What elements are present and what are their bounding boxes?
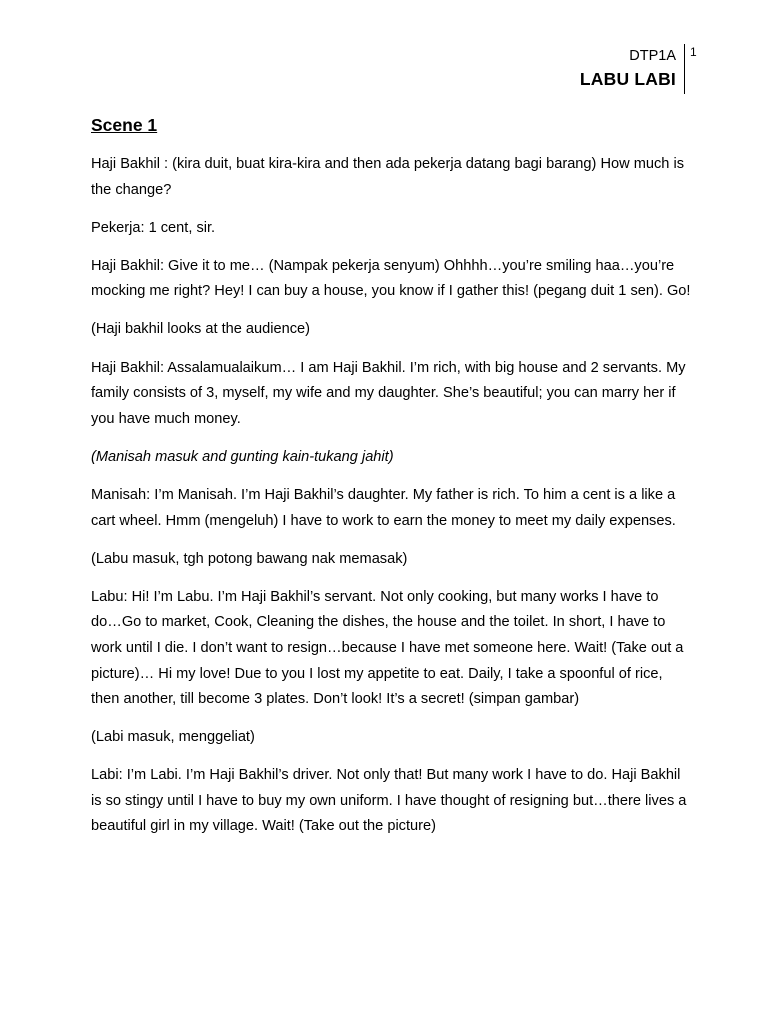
document-code: DTP1A xyxy=(629,48,676,64)
dialogue-haji-bakhil-3: Haji Bakhil: Assalamualaikum… I am Haji Bakhil. I’m rich, with big house and 2 servants. My family consists of 3, myself, my wife and my daughter. She’s beautiful; you can marry her if you have much money. xyxy=(91,359,686,427)
stage-direction-manisah: (Manisah masuk and gunting kain-tukang jahit) xyxy=(91,448,394,465)
dialogue-manisah: Manisah: I’m Manisah. I’m Haji Bakhil’s daughter. My father is rich. To him a cent is a like a cart wheel. Hmm (mengeluh) I have to work to earn the money to meet my daily expenses. xyxy=(91,486,676,529)
document-title: LABU LABI xyxy=(579,69,676,89)
dialogue-haji-bakhil-1: Haji Bakhil : (kira duit, buat kira-kira and then ada pekerja datang bagi barang) How much is the change? xyxy=(91,156,684,198)
page-header xyxy=(580,46,684,92)
scene-heading: Scene 1 xyxy=(91,115,158,135)
dialogue-labu: Labu: Hi! I’m Labu. I’m Haji Bakhil’s servant. Not only cooking, but many works I have to do…Go to market, Cook, Cleaning the dishes, the house and the toilet. In short, I have to work until I die. I don’t want to resign…because I have met someone here. Wait! (Take out a picture)… Hi my love! Due to you I lost my appetite to eat. Daily, I take a spoonful of rice, then another, till become 3 plates. Don’t look! It’s a secret! (simpan gambar) xyxy=(91,588,684,708)
page-number: 1 xyxy=(690,45,697,59)
dialogue-labi: Labi: I’m Labi. I’m Haji Bakhil’s driver. Not only that! But many work I have to do. Haji Bakhil is so stingy until I have to buy my own uniform. I have thought of resigning but…there lives a beautiful girl in my village. Wait! (Take out the picture) xyxy=(91,767,687,835)
stage-direction-audience: (Haji bakhil looks at the audience) xyxy=(91,321,311,338)
dialogue-pekerja: Pekerja: 1 cent, sir. xyxy=(91,219,216,236)
script-body xyxy=(91,111,691,853)
dialogue-haji-bakhil-2: Haji Bakhil: Give it to me… (Nampak pekerja senyum) Ohhhh…you’re smiling haa…you’re mocking me right? Hey! I can buy a house, you know if I gather this! (pegang duit 1 sen). Go! xyxy=(91,257,691,300)
stage-direction-labi: (Labi masuk, menggeliat) xyxy=(91,729,255,746)
stage-direction-labu: (Labu masuk, tgh potong bawang nak memasak) xyxy=(91,550,408,567)
header-divider xyxy=(684,44,685,94)
